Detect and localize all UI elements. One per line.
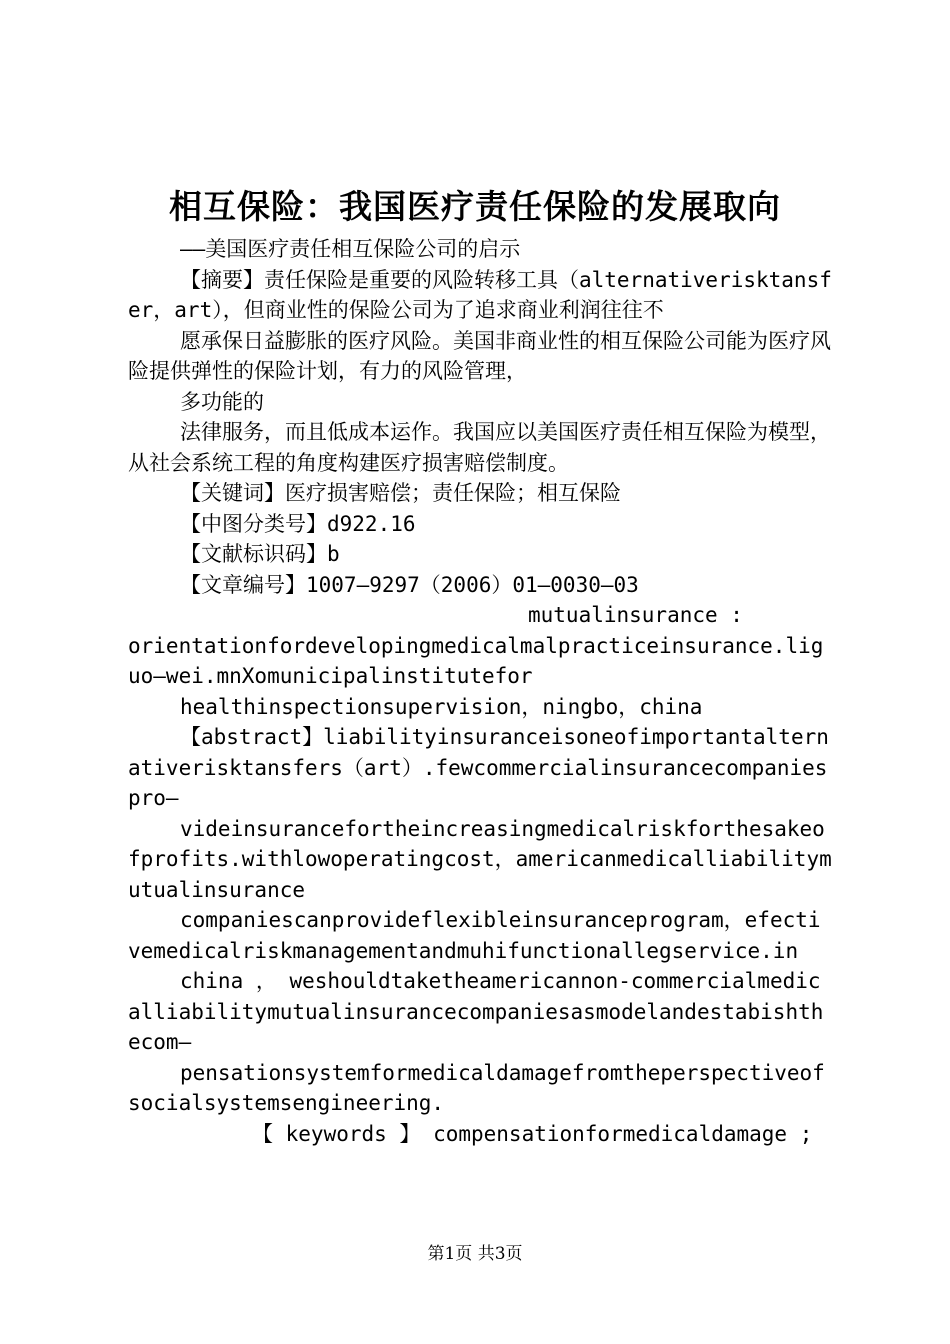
keywords-en: 【 keywords 】 compensationformedicaldamage ; bbox=[252, 1121, 813, 1146]
abstract-en-paragraph-2: videinsurancefortheincreasingmedicalriskforthesakeofprofits.withlowoperatingcost，americanmedicalliabilitymutualinsurance bbox=[128, 816, 832, 902]
abstract-en-paragraph-4: china ， weshouldtaketheamericannon-commercialmedicalliabilitymutualinsurancecompaniesasmodelandestabishthecom— bbox=[128, 969, 824, 1054]
keywords-cn: 【关键词】医疗损害赔偿；责任保险；相互保险 bbox=[180, 481, 621, 505]
abstract-en-paragraph-5: pensationsystemformedicaldamagefromtheperspectiveofsocialsystemsengineering. bbox=[128, 1060, 825, 1115]
abstract-en-paragraph-3: companiescanprovideflexibleinsuranceprogram，efectivemedicalriskmanagementandmuhifunctionallegservice.in bbox=[128, 908, 821, 963]
abstract-cn-paragraph-3: 多功能的 bbox=[180, 389, 264, 414]
english-title-part-2: orientationfordevelopingmedicalmalpracticeinsurance.liguo—wei.mnXomunicipalinstitutefor bbox=[128, 633, 824, 688]
abstract-cn-paragraph-4: 法律服务，而且低成本运作。我国应以美国医疗责任相互保险为模型，从社会系统工程的角度构建医疗损害赔偿制度。 bbox=[128, 420, 831, 475]
page-footer: 第1页 共3页 bbox=[427, 1244, 523, 1264]
document-subtitle: ——美国医疗责任相互保险公司的启示 bbox=[180, 237, 521, 261]
abstract-en-paragraph-1: 【abstract】liabilityinsuranceisoneofimportantalternativerisktansfers（art）.fewcommercialinsurancecompanies bbox=[128, 725, 829, 780]
document-code: 【文献标识码】b bbox=[180, 542, 340, 566]
english-title-part-1: mutualinsurance : bbox=[528, 603, 743, 627]
abstract-cn-paragraph-1: 【摘要】责任保险是重要的风险转移工具（alternativerisktansfer，art），但商业性的保险公司为了追求商业利润往往不 bbox=[128, 267, 832, 322]
article-number: 【文章编号】1007—9297（2006）01—0030—03 bbox=[180, 572, 639, 597]
affiliation: healthinspectionsupervision，ningbo，china bbox=[180, 694, 703, 719]
abstract-cn-paragraph-2: 愿承保日益膨胀的医疗风险。美国非商业性的相互保险公司能为医疗风险提供弹性的保险计划，有力的风险管理， bbox=[128, 328, 831, 383]
classification-number: 【中图分类号】d922.16 bbox=[180, 511, 416, 536]
abstract-en-paragraph-1b: pro— bbox=[128, 786, 179, 810]
document-title: 相互保险：我国医疗责任保险的发展取向 bbox=[169, 187, 781, 226]
document-body bbox=[128, 234, 832, 1149]
